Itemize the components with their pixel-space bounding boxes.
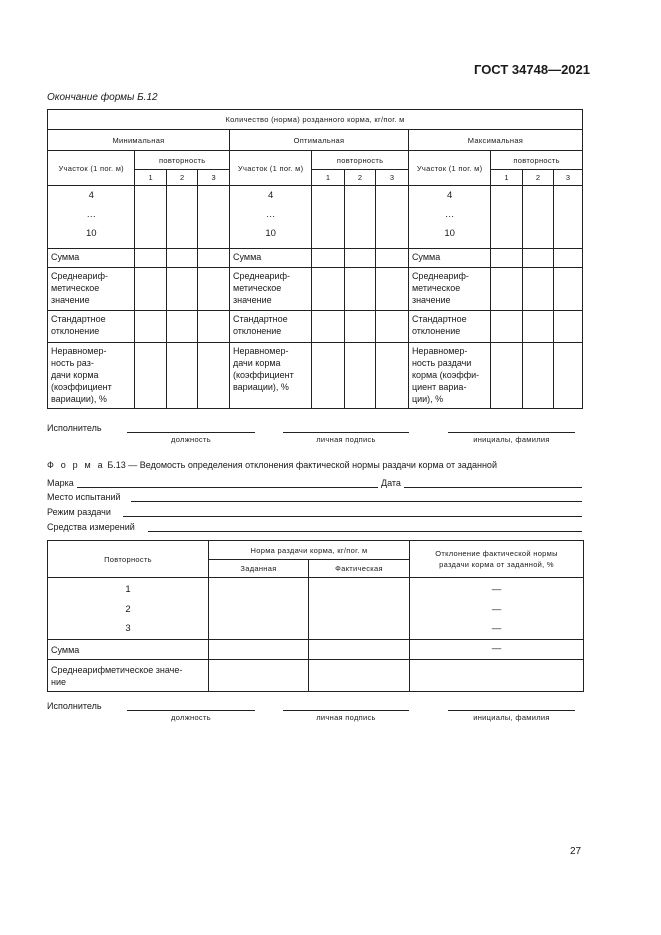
deviation-table	[47, 540, 584, 692]
caption-signature: личная подпись	[316, 713, 376, 722]
col-deviation: Отклонение фактической нормы раздачи корма от заданной, %	[410, 541, 584, 578]
row-mean-1: Среднеариф- метическое значение	[48, 268, 135, 311]
row-cv-3: Неравномер- ность раздачи корма (коэффи- циент вариа- ции), %	[408, 343, 490, 409]
section-values-1: 4 … 10	[48, 186, 135, 249]
row-mean-3: Среднеариф- метическое значение	[408, 268, 490, 311]
repeat-number: 3	[376, 170, 409, 186]
row-std-1: Стандартное отклонение	[48, 311, 135, 343]
continuation-caption: Окончание формы Б.12	[47, 92, 158, 103]
repeat-number: 3	[198, 170, 230, 186]
section-values-3: 4 … 10	[408, 186, 490, 249]
deviation-values: — — —	[410, 578, 584, 640]
form-title-text: Б.13 — Ведомость определения отклонения фактической нормы раздачи корма от заданной	[107, 460, 497, 470]
executor-label: Исполнитель	[47, 701, 102, 711]
signature-line	[448, 710, 575, 711]
group-optimal: Оптимальная	[230, 130, 409, 151]
repeat-values: 1 2 3	[48, 578, 209, 640]
feed-amount-table	[47, 109, 583, 409]
field-date-label: Дата	[381, 478, 401, 488]
repeat-number: 2	[344, 170, 376, 186]
caption-signature: личная подпись	[316, 435, 376, 444]
caption-name: инициалы, фамилия	[473, 713, 550, 722]
section-header-1: Участок (1 пог. м)	[48, 151, 135, 186]
signature-line	[283, 710, 409, 711]
field-brand-label: Марка	[47, 478, 74, 488]
repeat-number: 1	[491, 170, 523, 186]
row-sum: Сумма	[48, 640, 209, 660]
signature-line	[283, 432, 409, 433]
main-header: Количество (норма) розданного корма, кг/пог. м	[48, 110, 583, 130]
signature-line	[127, 710, 255, 711]
group-maximal: Максимальная	[408, 130, 582, 151]
field-tools-label: Средства измерений	[47, 522, 135, 532]
caption-name: инициалы, фамилия	[473, 435, 550, 444]
repeat-header-2: повторность	[312, 151, 409, 170]
row-sum-1: Сумма	[48, 249, 135, 268]
row-mean: Среднеарифметическое значе- ние	[48, 660, 209, 692]
form-title-prefix: Ф о р м а	[47, 460, 105, 470]
repeat-number: 2	[166, 170, 198, 186]
row-std-2: Стандартное отклонение	[230, 311, 312, 343]
executor-label: Исполнитель	[47, 423, 102, 433]
section-header-3: Участок (1 пог. м)	[408, 151, 490, 186]
sum-deviation: —	[410, 640, 584, 660]
field-mode-label: Режим раздачи	[47, 507, 111, 517]
group-minimal: Минимальная	[48, 130, 230, 151]
field-date-line	[404, 487, 582, 488]
page-number: 27	[570, 846, 582, 857]
col-repeat: Повторность	[48, 541, 209, 578]
col-set: Заданная	[209, 560, 309, 578]
field-mode-line	[123, 516, 582, 517]
col-norm: Норма раздачи корма, кг/пог. м	[209, 541, 410, 560]
field-brand-line	[77, 487, 378, 488]
repeat-number: 1	[312, 170, 345, 186]
signature-line	[448, 432, 575, 433]
form-title	[47, 460, 497, 470]
field-place-line	[131, 501, 582, 502]
row-std-3: Стандартное отклонение	[408, 311, 490, 343]
caption-position: должность	[171, 713, 211, 722]
row-cv-1: Неравномер- ность раз- дачи корма (коэффициент вариации), %	[48, 343, 135, 409]
repeat-header-3: повторность	[491, 151, 583, 170]
row-cv-2: Неравномер- дачи корма (коэффициент вариации), %	[230, 343, 312, 409]
standard-number: ГОСТ 34748—2021	[474, 62, 590, 77]
row-sum-3: Сумма	[408, 249, 490, 268]
col-actual: Фактическая	[309, 560, 410, 578]
field-tools-line	[148, 531, 582, 532]
repeat-number: 2	[522, 170, 554, 186]
section-header-2: Участок (1 пог. м)	[230, 151, 312, 186]
repeat-header-1: повторность	[135, 151, 230, 170]
repeat-number: 3	[554, 170, 583, 186]
signature-line	[127, 432, 255, 433]
row-sum-2: Сумма	[230, 249, 312, 268]
caption-position: должность	[171, 435, 211, 444]
repeat-number: 1	[135, 170, 167, 186]
section-values-2: 4 … 10	[230, 186, 312, 249]
row-mean-2: Среднеариф- метическое значение	[230, 268, 312, 311]
field-place-label: Место испытаний	[47, 492, 121, 502]
